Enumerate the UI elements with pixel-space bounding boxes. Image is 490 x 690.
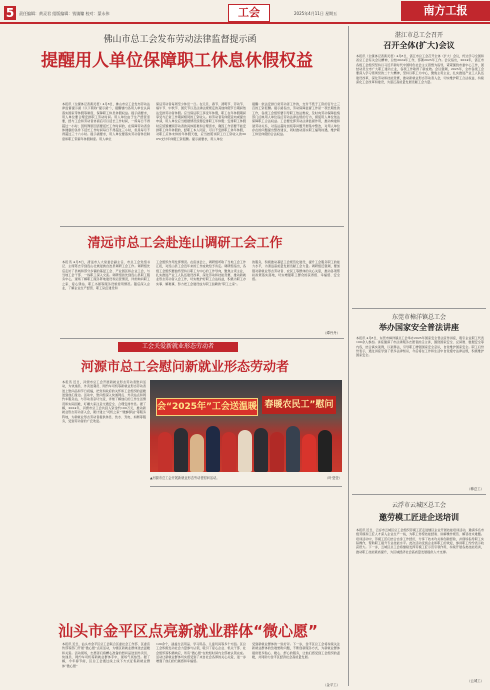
side3-kicker: 云浮市云城区总工会 bbox=[391, 502, 446, 509]
event-photo bbox=[150, 380, 342, 472]
side1-body: 本报讯（全媒体记者黄灵君）4月8日，湛江市总工会召开全体（扩大）会议，传达学习全国和省总工会有关会议精神，总结2024年工作，部署2025年工作。会议指出，2024年，湛江市各级工会组织坚持以习近平新时代中国特色社会主义思想为指导，紧紧围绕市委中心工作，团结动员全市广大职工建功立业，各项工作取得了新成效。会议强调，2025年，全市各级工会要深入学习贯彻党的二十大精神，坚持以职工为中心，聚焦主责主业，扎实推进产业工人队伍建设改革，深化劳动和技能竞赛，推动新就业形态劳动者入会，切实维护职工合法权益，持续深化工会改革和建设，为湛江高质量发展贡献工会力量。 bbox=[356, 54, 484, 85]
article1-col1: 本报讯（全媒体记者黄灵君）4月8日，佛山市总工会发布劳动法律监督提示函（以下简称“提示函”），提醒辖内各用人单位认真落实国家带休假等制度，保障职工休息休假权益。提示函要求，用人单位要合理安排职工劳动时间。用人单位由于生产经营需要，经与工会和劳动者协商后可以延长工作时间，一般每日不得超过一小时；因特殊原因需要延长工作时间的，在保障劳动者身体健康的条件下延长工作时间每日不得超过三小时，但是每月不得超过三十六小时。提示函要求，用人单位要落实劳动者休息制度和职工带薪年休假制度。用人单位 bbox=[62, 102, 150, 141]
article1-col2: 保证劳动者每周至少休息一日。在元旦、春节、清明节、劳动节、端午节、中秋节、国庆节以及法律法规规定的其他休假节日期间依法安排劳动者休假。应当保证职工享受年休假，职工在年休假期间享受与正常工作期间相同的工资收入。如劳动者有休假意向或提出申请，用人单位应当根据情况统筹安排职工年休假；安排职工休假时应统筹兼顾劳动者的具体困难和合理需求，确因工作需要不能安排职工休年休假的，经职工本人同意，可以不安排职工休年休假，对职工应休未休的年休假天数，应当按照该职工日工资收入的300%支付年休假工资报酬。提示函要求，用人单位 bbox=[156, 102, 246, 141]
article3-banner: 工会关爱新就业形态劳动者 bbox=[118, 342, 238, 352]
paper-name: 南方工报 bbox=[423, 4, 468, 17]
side3-author: （云城工） bbox=[467, 679, 484, 683]
person-figure bbox=[270, 432, 284, 472]
person-figure bbox=[318, 430, 332, 472]
header-rule bbox=[0, 22, 490, 24]
person-figure bbox=[158, 432, 172, 472]
paper-logo bbox=[401, 1, 490, 21]
article4-col1: 本报讯 近日，汕头市金平区总工会联合区委社会工作部、区委宣传部等部门开展“微心愿”点亮活动，为辖区新就业群体送去温暖和关爱。活动现场，志愿者们将精心准备的慰问品送到外卖员、快递员、网约车司机等新就业群体手中，现场气氛热烈。据了解，今年春节前，区总工会通过线上线下方式征集新就业群体“微心愿” bbox=[62, 642, 150, 668]
side2-author: （樟总工） bbox=[467, 487, 484, 491]
person-figure bbox=[190, 434, 204, 472]
main-sidebar-divider bbox=[348, 26, 349, 686]
person-figure bbox=[254, 428, 268, 472]
person-figure bbox=[302, 434, 316, 472]
article2-col1: 本报讯 4月8日，清远市人大常委会副主任、市总工会党组书记、主席陈志宇到连山壮族瑶族自治县调研工会工作。调研组先后走访了县城和部分乡镇的基层工会、产业园区和企业工会，与当地工会干部、一线职工深入交流。调研组首先到连山县职工服务中心，现场了解职工服务阵地建设和运营情况，详细询问职工之家、爱心驿站、职工书屋等服务设施使用情况。随后深入企业，了解企业生产经营、职工队伍建设和 bbox=[62, 260, 150, 291]
article1-title: 提醒用人单位保障职工休息休假权益 bbox=[41, 51, 313, 71]
side-divider-1 bbox=[352, 308, 486, 309]
article4-author: （金平工） bbox=[323, 683, 340, 687]
article3-author: （叶莹莹） bbox=[325, 476, 342, 480]
issue-date: 2025年4月11日 星期五 bbox=[294, 11, 338, 16]
article1-col3: 提醒：依法安排日常劳动者工作的，支付不低于工资的百分之三百的工资报酬。提示函指出，劳动保障监督工作是一项长期性的工作，各级工会组织要引导职工依法维权，及时向劳动保障监察部门反映用人单位违反劳动法律法规的行为，督促用人单位依法保障职工合法权益。工会要发挥劳动法律监督作用，推动构建和谐劳动关系，对违法超时加班等问题开展集中整治，对用人单位存在的问题提出整改建议，同时推动落实职工福利待遇，维护职工休息休假的合法权益。 bbox=[252, 102, 340, 137]
article4-title: 汕头市金平区点亮新就业群体“微心愿” bbox=[58, 622, 318, 640]
divider-3 bbox=[150, 486, 342, 487]
article2-col2: 工会组织作用发挥情况。在座谈会上，调研组听取了当地工会工作汇报，对连山县工会近年来的工作成效给予肯定。调研组指出，各级工会组织要始终坚持以职工为中心的工作导向，聚焦主责主业，扎实推进产业工人队伍建设改革，深化劳动和技能竞赛，推动新就业形态劳动者入会工作，切实维护好职工合法权益，积极为职工办实事、解难事，努力把工会建设成为职工信赖的“职工之家”。 bbox=[156, 260, 246, 286]
side2-body: 本报讯 4月8日，东莞市樟洋镇总工会举办2025年国家安全普法宣传讲座，吸引企业职工代表100余人参加。讲座邀请了市法律服务志愿者担任主讲，围绕国家安全、反间谍、数据安全等内容，结合真实案例，以案释法，引导职工增强国家安全意识，自觉维护国家安全。职工们纷纷表示，通过讲座学到了很多法律知识，今后将在工作和生活中自觉遵守法律法规，积极维护国家安全。 bbox=[356, 336, 484, 358]
person-figure bbox=[222, 432, 236, 472]
article2-author: （谭丹丹） bbox=[323, 331, 340, 335]
section-title: 工会 bbox=[228, 4, 270, 22]
article3-body: 本报讯 近日，河源市总工会开展新就业形态劳动者慰问活动，为快递员、外卖送餐员、网约车司机等新就业形态劳动者送上慰问品和节日祝福，把党和政府的关怀和工会组织的温暖送到他们身边。活动中，慰问组深入快递网点、外卖站点和网约车服务站，与劳动者亲切交流，详细了解他们的工作生活情况和实际困难，叮嘱大家注意交通安全、合理安排作息。据了解，2024年，河源市总工会共投入资金约100万元，推动新就业形态劳动者入会，累计建立“司机之家”“暖蜂驿站”等服务阵地，为新就业形态劳动者提供休息、饮水、充电、如厕等服务，受到劳动者的广泛欢迎。 bbox=[62, 380, 146, 424]
article1-kicker: 佛山市总工会发布劳动法律监督提示函 bbox=[103, 35, 257, 45]
photo-banner-right: 春暖农民工”慰问 bbox=[262, 396, 336, 414]
article2-col3: 的服务，积极推动基层工会规范化建设，提升工会服务职工的能力水平，为清远高质量发展贡献工会力量。调研组还强调，要加强对新就业形态劳动者、农民工等群体的关心关爱，推动各项帮扶政策落实落地，切实增强职工群众的获得感、幸福感、安全感。 bbox=[252, 260, 340, 282]
page-number: 5 bbox=[5, 6, 15, 20]
side1-title: 召开全体(扩大)会议 bbox=[383, 41, 455, 50]
side2-title: 举办国家安全普法讲座 bbox=[379, 323, 459, 332]
person-figure bbox=[238, 430, 252, 472]
divider-1 bbox=[60, 226, 344, 227]
side1-kicker: 湛江市总工会召开 bbox=[394, 32, 443, 39]
article4-col3: 受到新就业群体的一致好评。下一步，金平区总工会将持续关注新就业群体的急难愁盼问题，不断创新服务方式，为新就业群体提供更多贴心、暖心、舒心的服务，让他们感受到工会组织的温暖，共同助力金平区经济社会高质量发展。 bbox=[252, 642, 340, 660]
article4-col2: 120余个，涵盖生活用品、学习用品、儿童玩具等多个方面。区总工会积极发动社会力量参与认领，吸引了爱心企业、机关干部、社会组织等积极响应，所有“微心愿”在较短时间内全部被认领完成。活动让新就业群体切实感受到了来自社会各界的关心关爱，进一步增强了他们的归属感和幸福感。 bbox=[156, 642, 246, 664]
divider-2 bbox=[60, 338, 344, 339]
side3-body: 本报讯 近日，云浮市云城区总工会组织劳模工匠走进辖区企业开展技能培训活动，邀请多名市级劳模和工匠人才深入企业生产一线，为职工传授技能经验、讲解操作规范、解答技术难题。培训活动中，劳模工匠们结合自身工作经历，分享了技术攻关和创新经验，并现场指导职工实际操作，帮助职工提升专业技能水平。此次活动受到企业和职工的欢迎，参训职工纷纷表示收获很大。下一步，云城区总工会将继续发挥劳模工匠示范引领作用，持续开展各类技能培训，推动职工技能素质提升，为区域经济社会高质量发展提供人才支撑。 bbox=[356, 528, 484, 554]
side3-title: 邀劳模工匠进企送培训 bbox=[379, 513, 459, 522]
person-figure bbox=[286, 426, 300, 472]
person-figure bbox=[206, 426, 220, 472]
article3-title: 河源市总工会慰问新就业形态劳动者 bbox=[80, 360, 289, 375]
photo-caption: ▲河源市总工会开展新就业形态劳动者慰问活动。 bbox=[150, 476, 220, 480]
side2-kicker: 东莞市樟洋镇总工会 bbox=[391, 314, 446, 321]
side-divider-2 bbox=[352, 494, 486, 495]
editor-info: 责任编辑：黄灵君 组版编辑：钱镇镛 校对：蒙永伟 bbox=[19, 11, 110, 16]
article2-title: 清远市总工会赴连山调研工会工作 bbox=[87, 236, 283, 251]
person-figure bbox=[174, 428, 188, 472]
photo-banner-left: 会“2025年”工会送温暖 bbox=[156, 398, 258, 416]
